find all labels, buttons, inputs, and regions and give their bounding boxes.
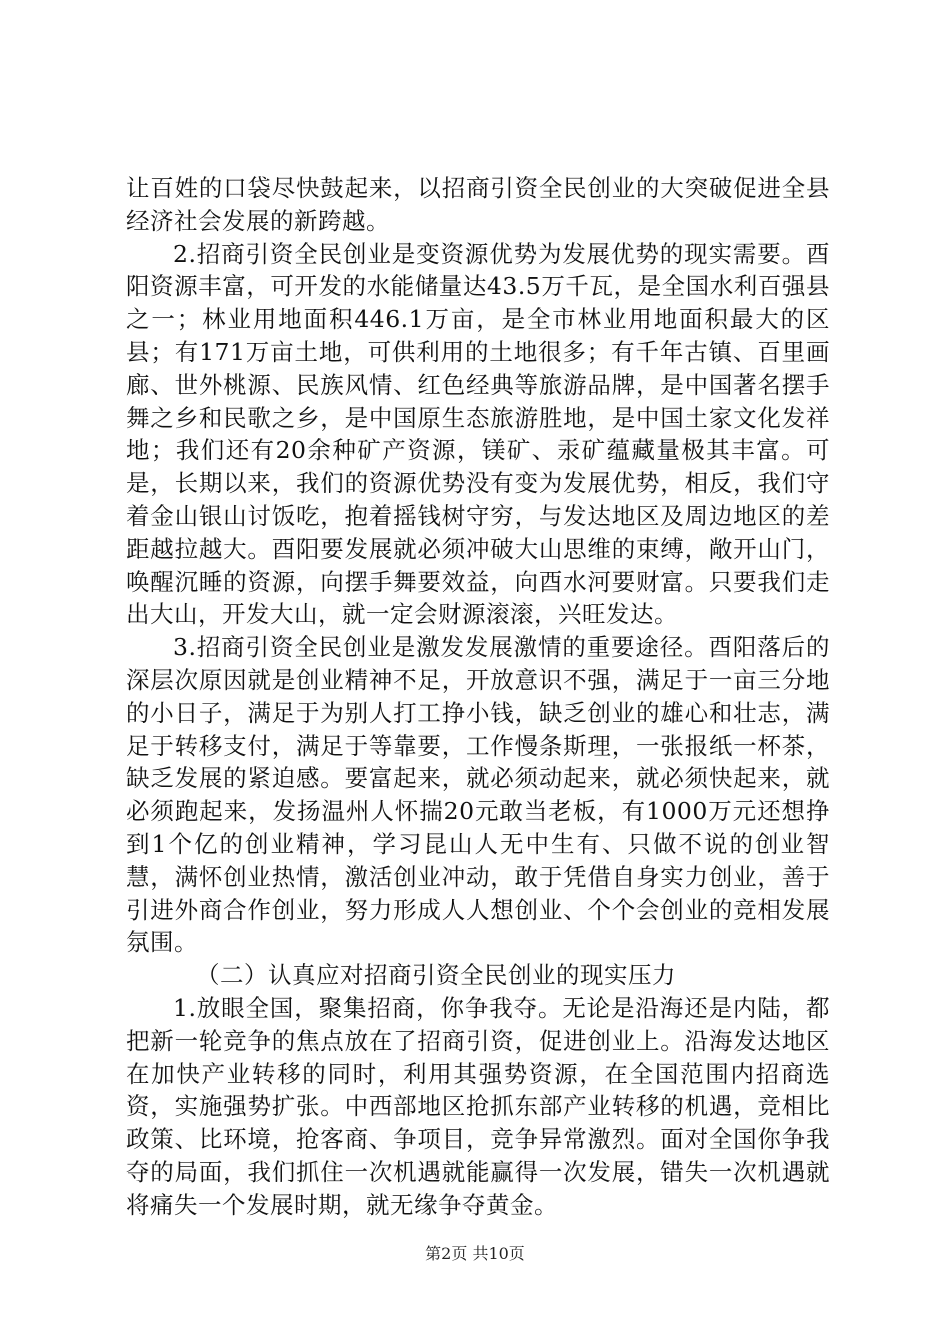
paragraph-national-competition: 1.放眼全国，聚集招商，你争我夺。无论是沿海还是内陆，都把新一轮竞争的焦点放在了招商引资，促进创业上。沿海发达地区在加快产业转移的同时，利用其强势资源，在全国范围内招商选资，实施强势扩张。中西部地区抢抓东部产业转移的机遇，竞相比政策、比环境，抢客商、争项目，竞争异常激烈。面对全国你争我夺的局面，我们抓住一次机遇就能赢得一次发展，错失一次机遇就将痛失一个发展时期，就无缘争夺黄金。 (126, 993, 830, 1219)
document-body (126, 172, 830, 1222)
paragraph-resource-advantage: 2.招商引资全民创业是变资源优势为发展优势的现实需要。酉阳资源丰富，可开发的水能储量达43.5万千瓦，是全国水利百强县之一；林业用地面积446.1万亩，是全市林业用地面积最大的区县；有171万亩土地，可供利用的土地很多；有千年古镇、百里画廊、世外桃源、民族风情、红色经典等旅游品牌，是中国著名摆手舞之乡和民歌之乡，是中国原生态旅游胜地，是中国土家文化发祥地；我们还有20余种矿产资源，镁矿、汞矿蕴藏量极其丰富。可是，长期以来，我们的资源优势没有变为发展优势，相反，我们守着金山银山讨饭吃，抱着摇钱树守穷，与发达地区及周边地区的差距越拉越大。酉阳要发展就必须冲破大山思维的束缚，敞开山门，唤醒沉睡的资源，向摆手舞要效益，向酉水河要财富。只要我们走出大山，开发大山，就一定会财源滚滚，兴旺发达。 (126, 239, 830, 629)
page-footer (0, 1244, 950, 1264)
section-subheading: （二）认真应对招商引资全民创业的现实压力 (196, 961, 676, 990)
paragraph-entrepreneurial-passion: 3.招商引资全民创业是激发发展激情的重要途径。酉阳落后的深层次原因就是创业精神不足，开放意识不强，满足于一亩三分地的小日子，满足于为别人打工挣小钱，缺乏创业的雄心和壮志，满足于转移支付，满足于等靠要，工作慢条斯理，一张报纸一杯茶，缺乏发展的紧迫感。要富起来，就必须动起来，就必须快起来，就必须跑起来，发扬温州人怀揣20元敢当老板，有1000万元还想挣到1个亿的创业精神，学习昆山人无中生有、只做不说的创业智慧，满怀创业热情，激活创业冲动，敢于凭借自身实力创业，善于引进外商合作创业，努力形成人人想创业、个个会创业的竞相发展氛围。 (126, 633, 830, 957)
paragraph-continuation: 让百姓的口袋尽快鼓起来，以招商引资全民创业的大突破促进全县经济社会发展的新跨越。 (126, 174, 830, 235)
page-number-label: 第2页 共10页 (425, 1244, 525, 1263)
